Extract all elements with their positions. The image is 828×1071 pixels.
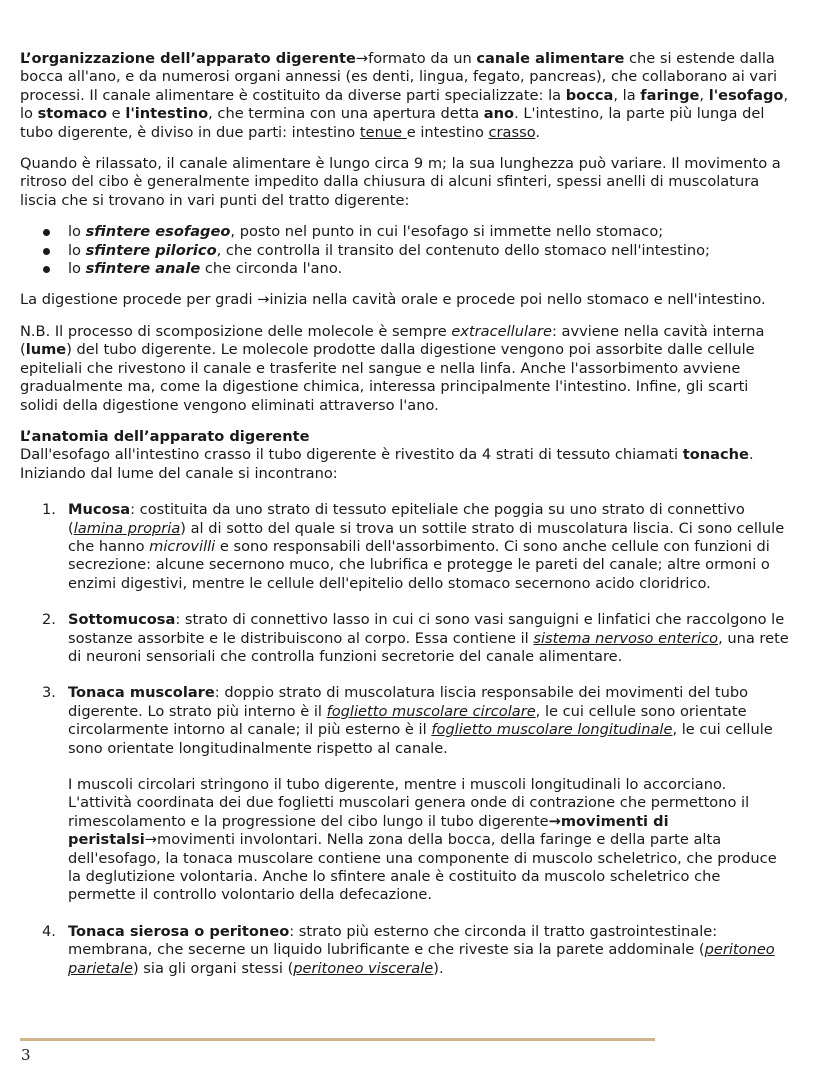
text: →movimenti involontari. Nella zona della bocca, della faringe e della parte alta dell'esofago, la tonaca muscolare contiene una componente di muscolo scheletrico, che produce la deglutizione volontaria. Anche lo sfintere anale è costituito da muscolo scheletrico che permette il controllo volontario della defecazione.	[68, 831, 777, 904]
term: l'intestino	[125, 105, 209, 123]
term: Mucosa	[68, 501, 131, 519]
text: che si estende dalla bocca all'ano, e da numerosi organi annessi (es denti, lingua, fegato, pancreas), che collaborano ai vari processi. Il canale alimentare è costituito da diverse parti specializzate: la	[20, 50, 778, 104]
text: ) sia gli organi stessi (	[132, 959, 294, 977]
term: faringe	[640, 86, 700, 104]
term: extracellulare	[451, 322, 552, 340]
text: : costituita da uno strato di tessuto epiteliale che poggia su uno strato di connettivo (	[68, 501, 745, 537]
term: canale alimentare	[476, 50, 625, 67]
underlined-term: peritoneo parietale	[68, 941, 775, 977]
text: ) del tubo digerente. Le molecole prodotte dalla digestione vengono poi assorbite dalle cellule epiteliali che rivestono il canale e trasferite nel sangue e nella linfa. Anche l'assorbimento avviene gradualmente ma, come la digestione chimica, interessa principalmente l'intestino. Infine, gli scarti solidi della digestione vengono eliminati attraverso l'ano.	[20, 341, 755, 414]
underlined-term: tenue	[359, 123, 407, 141]
term: →movimenti di peristalsi	[68, 812, 669, 849]
text: . L'intestino, la parte più lunga del tubo digerente, è diviso in due parti: intestino	[20, 105, 765, 141]
text: e intestino	[406, 123, 489, 141]
text: Dall'esofago all'intestino crasso il tubo digerente è rivestito da 4 strati di tessuto chiamati	[20, 446, 683, 464]
page-number: 3	[21, 1046, 31, 1064]
text: , lo	[20, 86, 789, 123]
text: ,	[699, 86, 709, 104]
footer-divider	[20, 1038, 655, 1041]
intro-title: L’organizzazione dell’apparato digerente	[20, 50, 356, 67]
list-item	[20, 684, 790, 904]
list-item	[20, 223, 790, 241]
list-item	[20, 242, 790, 260]
underlined-term: foglietto muscolare circolare	[326, 702, 536, 720]
sphincter-paragraph: Quando è rilassato, il canale alimentare è lungo circa 9 m; la sua lunghezza può variare. Il movimento a ritroso del cibo è generalmente impedito dalla chiusura di alcuni sfinteri, spessi anelli di muscolatura liscia che si trovano in vari punti del tratto digerente:	[20, 155, 781, 209]
list-number: 3.	[42, 684, 56, 702]
tonache-list	[20, 501, 790, 978]
text: , che controlla il transito del contenuto dello stomaco nell'intestino;	[216, 241, 710, 259]
section-heading	[20, 428, 790, 446]
underlined-term: foglietto muscolare longitudinale	[431, 721, 673, 739]
text: e sono responsabili dell'assorbimento. Ci sono anche cellule con funzioni di secrezione: alcune secernono muco, che lubrifica e protegge le pareti del canale; altre ormoni o enzimi digestivi, mentre le cellule dell'epitelio dello stomaco secernono acido cloridrico.	[68, 537, 770, 592]
text: , una rete di neuroni sensoriali che controlla funzioni secretorie del canale alimentare.	[68, 629, 789, 665]
term: lume	[25, 341, 67, 359]
term: l'esofago	[708, 86, 784, 104]
text: e	[107, 105, 126, 123]
text: : doppio strato di muscolatura liscia responsabile dei movimenti del tubo digerente. Lo strato più interno è il	[68, 684, 749, 720]
text: →formato da un	[355, 50, 477, 67]
term: sfintere esofageo	[85, 223, 231, 241]
list-item	[20, 260, 790, 278]
text: lo	[68, 223, 86, 241]
text: I muscoli circolari stringono il tubo digerente, mentre i muscoli longitudinali lo accorciano. L'attività coordinata dei due foglietti muscolari genera onde di contrazione che permettono il rimescolamento e la progressione del cibo lungo il tubo digerente	[68, 776, 750, 830]
term: bocca	[565, 86, 614, 104]
underlined-term: crasso	[488, 123, 536, 141]
list-number: 4.	[42, 922, 56, 940]
list-item	[20, 611, 790, 666]
sphincter-list	[20, 223, 790, 278]
peristalsis-paragraph	[68, 776, 790, 905]
text: ) al di sotto del quale si trova un sottile strato di muscolatura liscia. Ci sono cellule che hanno	[68, 519, 785, 555]
section-intro	[20, 446, 790, 483]
text: , posto nel punto in cui l'esofago si immette nello stomaco;	[230, 223, 664, 241]
text: . Iniziando dal lume del canale si incontrano:	[20, 446, 754, 482]
text: , che termina con una apertura detta	[208, 105, 484, 123]
text: che circonda l'ano.	[200, 260, 343, 278]
text: , la	[613, 86, 641, 104]
text: : avviene nella cavità interna (	[20, 322, 765, 359]
list-item	[20, 501, 790, 593]
term: Tonaca muscolare	[68, 684, 215, 702]
underlined-term: sistema nervoso enterico	[533, 629, 719, 647]
intro-paragraph	[20, 50, 790, 142]
underlined-term: lamina propria	[73, 519, 181, 537]
term: tonache	[682, 446, 749, 464]
text: .	[535, 123, 541, 141]
term: sfintere anale	[85, 260, 201, 278]
list-number: 1.	[42, 501, 56, 519]
underlined-term: peritoneo viscerale	[293, 959, 434, 977]
list-item	[20, 923, 790, 978]
text: : strato di connettivo lasso in cui ci sono vasi sanguigni e linfatici che raccolgono le sostanze assorbite e le distribuiscono al corpo. Essa contiene il	[68, 611, 785, 647]
term: Tonaca sierosa o peritoneo	[68, 922, 290, 940]
document-page	[20, 50, 790, 978]
nb-paragraph	[20, 323, 790, 415]
term: ano	[483, 105, 515, 123]
text: : strato più esterno che circonda il tratto gastrointestinale: membrana, che secerne un liquido lubrificante e che riveste sia la parete addominale (	[68, 922, 718, 959]
digestion-paragraph: La digestione procede per gradi →inizia nella cavità orale e procede poi nello stomaco e nell'intestino.	[20, 291, 766, 309]
text: lo	[68, 260, 86, 278]
term: sfintere pilorico	[85, 241, 217, 259]
term: stomaco	[37, 105, 108, 123]
section-title: L’anatomia dell’apparato digerente	[20, 427, 310, 445]
text: ).	[433, 959, 444, 977]
text: lo	[68, 241, 86, 259]
text: , le cui cellule sono orientate circolarmente intorno al canale; il più esterno è il	[68, 702, 747, 739]
term: Sottomucosa	[68, 611, 176, 629]
term: microvilli	[149, 537, 216, 555]
list-number: 2.	[42, 611, 56, 629]
text: , le cui cellule sono orientate longitudinalmente rispetto al canale.	[68, 721, 773, 757]
text: N.B. Il processo di scomposizione delle molecole è sempre	[20, 322, 452, 340]
